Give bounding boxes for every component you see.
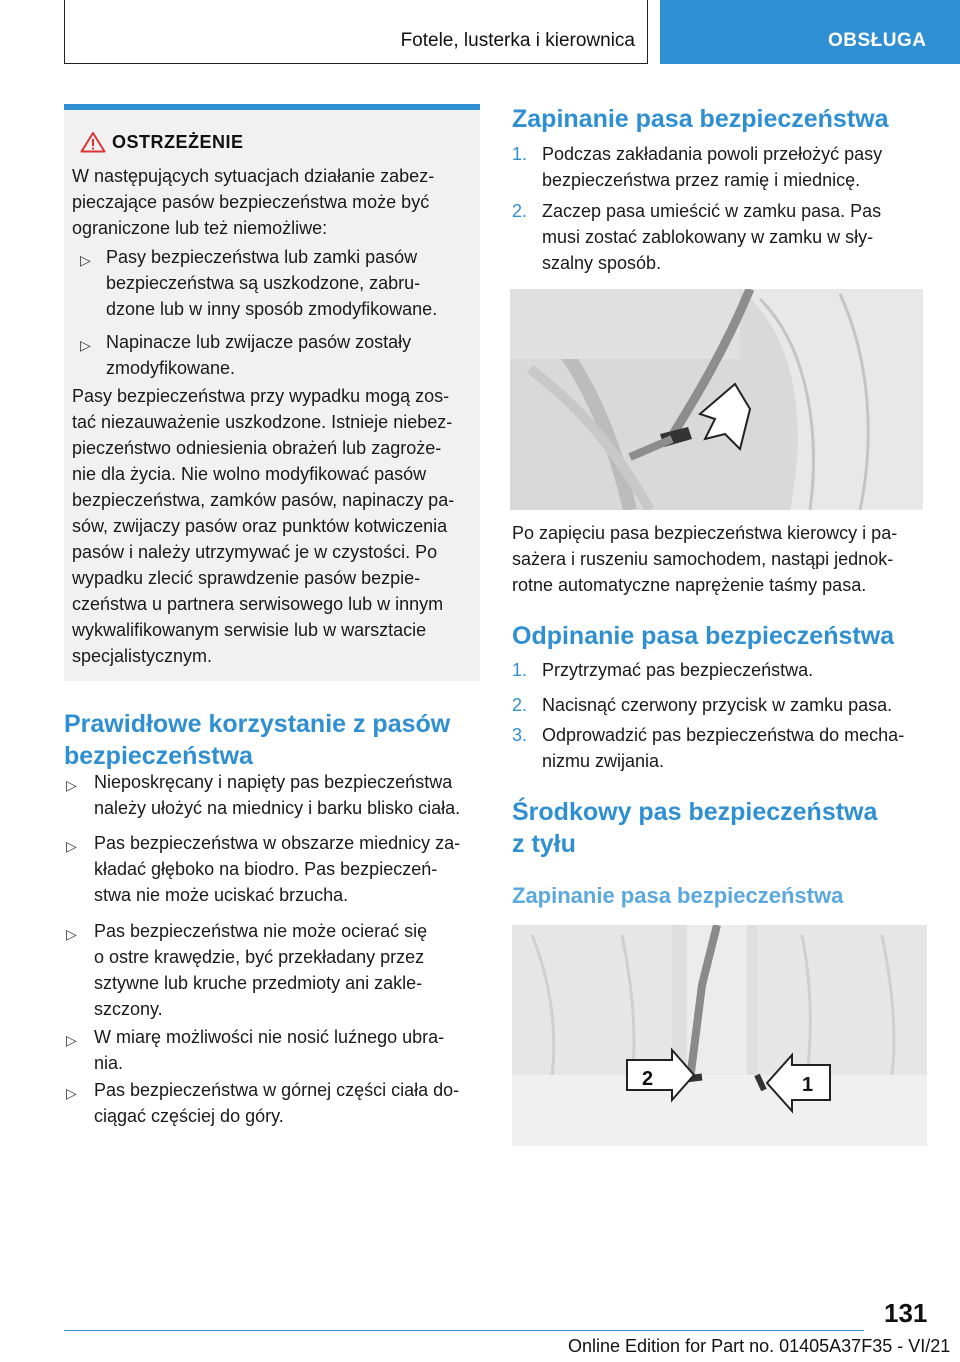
bullet-icon: ▷ xyxy=(66,838,77,854)
step-text: Podczas zakładania powoli przełożyć pasy bezpieczeństwa przez ramię i miednicę. xyxy=(542,144,883,190)
list-item: Nieposkręcany i napięty pas bezpieczeństwa należy ułożyć na miednicy i barku blisko ciała. xyxy=(94,772,461,818)
bullet-icon: ▷ xyxy=(80,252,91,268)
warning-title: OSTRZEŻENIE xyxy=(112,132,244,152)
list-item: Pas bezpieczeństwa nie może ocierać się o ostre krawędzie, być przekładany przez sztywne lub kruche przedmioty ani zakle- szczony. xyxy=(94,921,428,1019)
section-heading-correct-use: Prawidłowe korzystanie z pasów bezpieczeństwa xyxy=(64,710,451,770)
section-heading-unfasten: Odpinanie pasa bezpieczeństwa xyxy=(512,622,895,650)
warning-bullet: Pasy bezpieczeństwa lub zamki pasów bezpieczeństwa są uszkodzone, zabru- dzone lub w inny sposób zmodyfikowane. xyxy=(106,247,438,319)
step-text: Odprowadzić pas bezpieczeństwa do mecha- nizmu zwijania. xyxy=(542,725,905,771)
footer-rule xyxy=(64,1330,864,1331)
callout-label: 1 xyxy=(802,1074,814,1096)
callout-label: 2 xyxy=(642,1068,654,1090)
step-text: Zaczep pasa umieścić w zamku pasa. Pas musi zostać zablokowany w zamku w sły- szalny sposób. xyxy=(542,201,882,273)
warning-bullet: Napinacze lub zwijacze pasów zostały zmodyfikowane. xyxy=(106,332,412,378)
step-text: Przytrzymać pas bezpieczeństwa. xyxy=(542,660,814,680)
bullet-icon: ▷ xyxy=(66,1085,77,1101)
section-heading-rear-middle-belt: Środkowy pas bezpieczeństwa z tyłu xyxy=(512,798,878,858)
warning-triangle-icon xyxy=(80,131,106,153)
page-number: 131 xyxy=(884,1298,928,1328)
subheading-fasten: Zapinanie pasa bezpieczeństwa xyxy=(512,883,844,908)
warning-body: Pasy bezpieczeństwa przy wypadku mogą zos- tać niezauważenie uszkodzone. Istnieje niebez- pieczeństwo odniesienia obrażeń lub zagroże- nie dla życia. Nie wolno modyfikować pasów bezpieczeństwa, zamków pasów, napinaczy pa- sów, zwijaczy pasów oraz punktów kotwiczenia pasów i należy utrzymywać je w czystości. Po wypadku zlecić sprawdzenie pasów bezpie- czeństwa u partnera serwisowego lub w innym wykwalifikowanym serwisie lub w warsztacie specjalistycznym. xyxy=(72,386,455,666)
bullet-icon: ▷ xyxy=(80,337,91,353)
bullet-icon: ▷ xyxy=(66,777,77,793)
section-tab-label: OBSŁUGA xyxy=(828,30,927,51)
list-item: Pas bezpieczeństwa w górnej części ciała do- ciągać częściej do góry. xyxy=(94,1080,460,1126)
list-item: W miarę możliwości nie nosić luźnego ubra- nia. xyxy=(94,1027,445,1073)
step-text: Nacisnąć czerwony przycisk w zamku pasa. xyxy=(542,695,893,715)
bullet-icon: ▷ xyxy=(66,926,77,942)
section-tab[interactable] xyxy=(660,0,960,64)
step-number: 2. xyxy=(512,695,528,715)
edition-note: Online Edition for Part no. 01405A37F35 - VI/21 xyxy=(568,1336,951,1356)
driver-seat-belt-illustration xyxy=(510,289,923,510)
step-number: 2. xyxy=(512,201,528,221)
rear-middle-belt-illustration xyxy=(512,925,927,1146)
chapter-title: Fotele, lusterka i kierownica xyxy=(400,30,635,51)
bullet-icon: ▷ xyxy=(66,1032,77,1048)
tensioning-note: Po zapięciu pasa bezpieczeństwa kierowcy i pa- sażera i ruszeniu samochodem, nastąpi jednok- rotne automatyczne naprężenie taśmy pasa. xyxy=(512,523,898,595)
step-number: 1. xyxy=(512,660,528,680)
list-item: Pas bezpieczeństwa w obszarze miednicy za- kładać głęboko na biodro. Pas bezpieczeń- stwa nie może uciskać brzucha. xyxy=(94,833,461,905)
header-frame xyxy=(64,0,648,64)
section-heading-fasten: Zapinanie pasa bezpieczeństwa xyxy=(512,105,889,133)
warning-intro: W następujących sytuacjach działanie zabez- pieczające pasów bezpieczeństwa może być ograniczone lub też niemożliwe: xyxy=(72,166,435,238)
step-number: 3. xyxy=(512,725,528,745)
step-number: 1. xyxy=(512,144,528,164)
